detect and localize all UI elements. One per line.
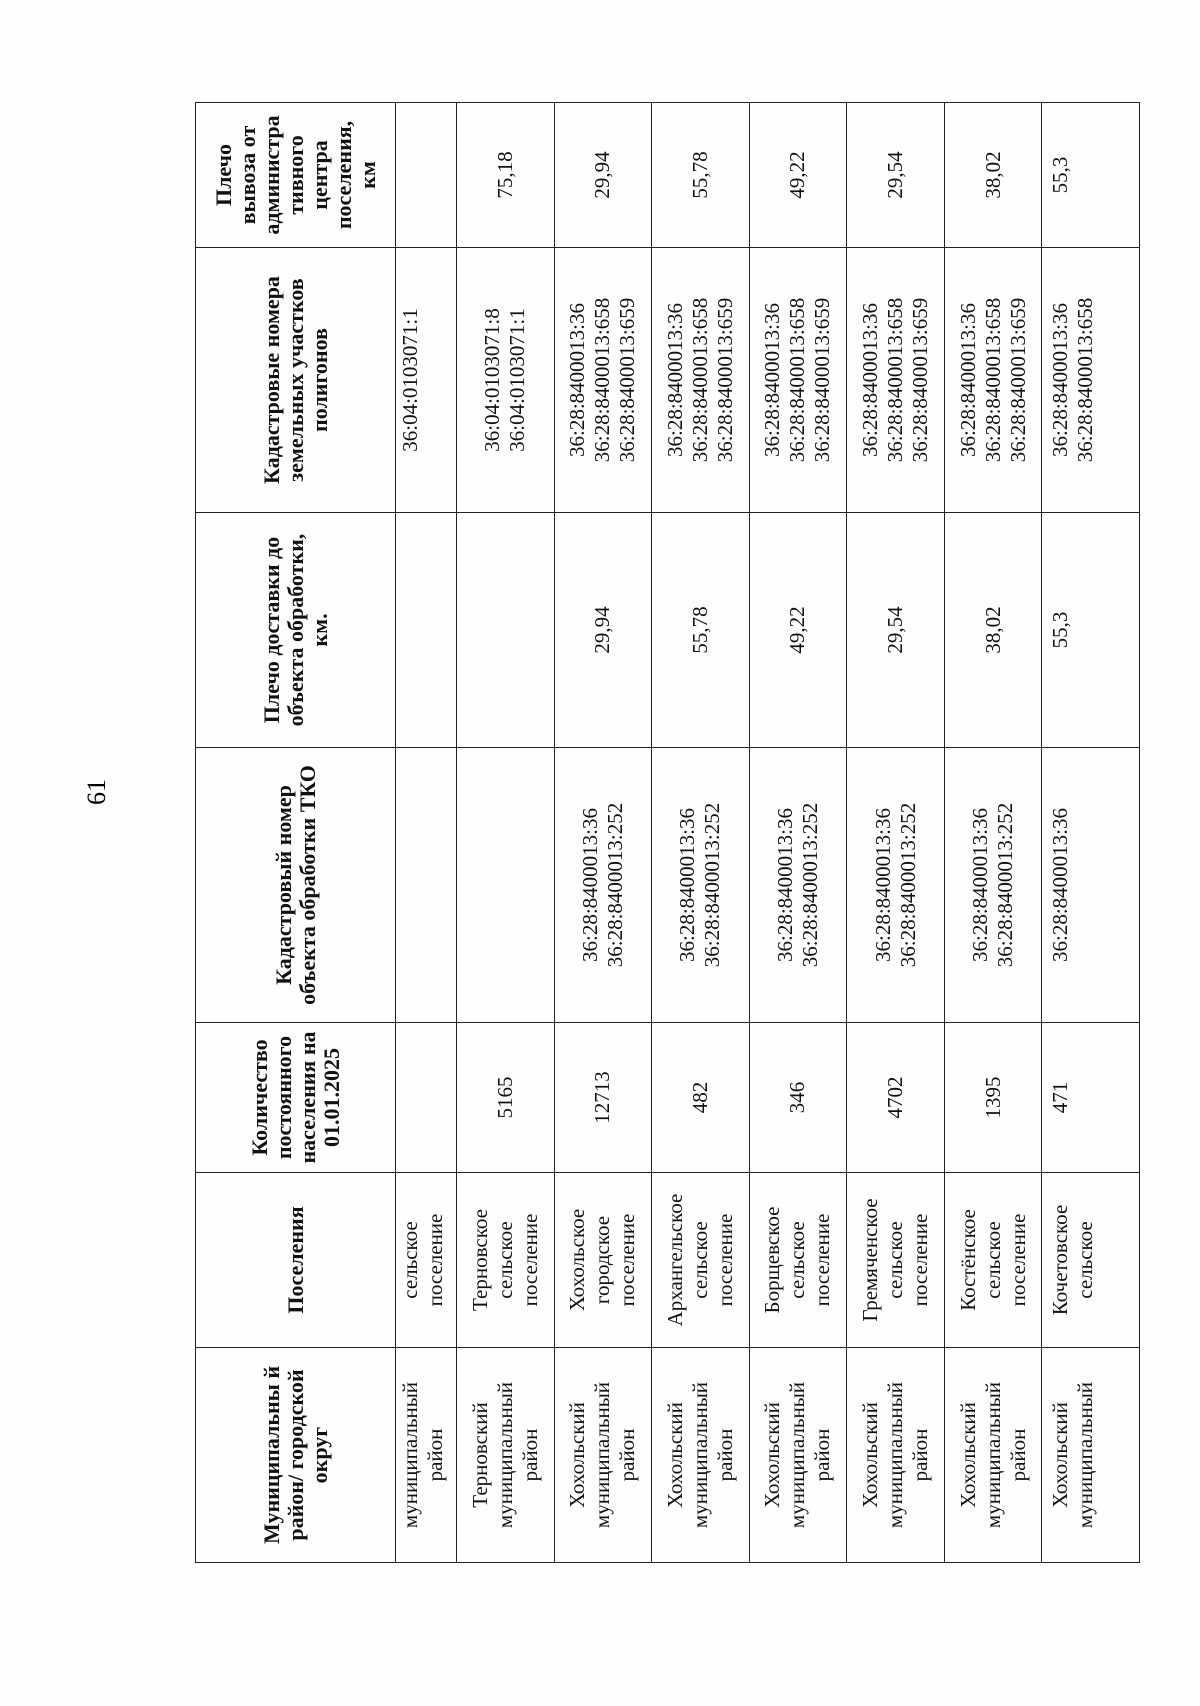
cell-population: 482 xyxy=(652,1023,750,1173)
cell-processing-cadastral xyxy=(1042,748,1140,1023)
cell-district-line: муниципальный xyxy=(590,1381,615,1529)
cell-landfill-cadastral xyxy=(652,248,750,513)
cell-district-line: Хохольский xyxy=(1048,1402,1073,1508)
header-processing-cadastral: Кадастровый номер объекта обработки ТКО xyxy=(196,748,396,1023)
cell-settlement xyxy=(456,1173,554,1348)
cell-processing-cadastral-line: 36:28:8400013:36 xyxy=(772,808,797,963)
cell-processing-cadastral-line: 36:28:8400013:252 xyxy=(602,802,627,968)
cell-landfill-cadastral-line: 36:28:8400013:659 xyxy=(712,297,737,463)
cell-processing-cadastral xyxy=(847,748,945,1023)
cell-district-line: район xyxy=(810,1428,835,1482)
table-row xyxy=(749,103,847,1563)
table-header-row xyxy=(196,103,396,1563)
cell-settlement xyxy=(847,1173,945,1348)
cell-processing-cadastral xyxy=(652,748,750,1023)
cell-processing-cadastral xyxy=(396,748,457,1023)
cell-landfill-cadastral xyxy=(396,248,457,513)
header-district: Муниципальны й район/ городской округ xyxy=(196,1348,396,1563)
cell-settlement xyxy=(554,1173,652,1348)
cell-processing-cadastral-line: 36:28:8400013:36 xyxy=(1048,808,1073,963)
cell-district-line: муниципальный xyxy=(883,1381,907,1529)
header-delivery-km: Плечо доставки до объекта обработки, км. xyxy=(196,513,396,748)
cell-population: 346 xyxy=(749,1023,847,1173)
table-row xyxy=(1042,103,1140,1563)
cell-processing-cadastral-line: 36:28:8400013:252 xyxy=(700,802,725,968)
cell-settlement-line: сельское xyxy=(687,1221,712,1299)
cell-district-line: район xyxy=(712,1428,737,1482)
cell-landfill-cadastral-line: 36:28:8400013:36 xyxy=(565,303,590,458)
cell-settlement-line: Гремяченское xyxy=(858,1198,882,1322)
cell-population: 5165 xyxy=(456,1023,554,1173)
cell-processing-cadastral xyxy=(554,748,652,1023)
cell-district-line: Хохольский xyxy=(565,1402,590,1508)
cell-district xyxy=(396,1348,457,1563)
cell-processing-cadastral-line: 36:28:8400013:252 xyxy=(993,802,1018,968)
cell-settlement-line: Костёнское xyxy=(955,1209,980,1311)
cell-landfill-cadastral xyxy=(1042,248,1140,513)
cell-landfill-cadastral-line: 36:28:8400013:658 xyxy=(980,297,1005,463)
table-row xyxy=(554,103,652,1563)
cell-delivery-km: 29,94 xyxy=(554,513,652,748)
cell-processing-cadastral xyxy=(944,748,1042,1023)
cell-removal-km: 75,18 xyxy=(456,103,554,248)
cell-landfill-cadastral-line: 36:28:8400013:36 xyxy=(858,303,882,458)
cell-removal-km: 55,78 xyxy=(652,103,750,248)
cell-district-line: район xyxy=(423,1428,447,1482)
cell-population: 4702 xyxy=(847,1023,945,1173)
cell-removal-km: 55,3 xyxy=(1042,103,1140,248)
cell-landfill-cadastral xyxy=(847,248,945,513)
cell-landfill-cadastral-line: 36:28:8400013:658 xyxy=(883,297,907,463)
table-row xyxy=(652,103,750,1563)
cell-district-line: муниципальный xyxy=(1073,1381,1098,1529)
cell-settlement xyxy=(1042,1173,1140,1348)
cell-landfill-cadastral-line: 36:28:8400013:659 xyxy=(908,297,932,463)
cell-settlement-line: сельское xyxy=(1073,1221,1098,1299)
waste-logistics-table xyxy=(195,102,1140,1563)
rotated-table-frame xyxy=(195,103,1140,1563)
cell-settlement-line: Терновское xyxy=(467,1209,492,1311)
cell-district-line: район xyxy=(517,1428,542,1482)
cell-district xyxy=(944,1348,1042,1563)
cell-landfill-cadastral-line: 36:28:8400013:658 xyxy=(590,297,615,463)
cell-removal-km: 29,94 xyxy=(554,103,652,248)
cell-settlement-line: поселение xyxy=(712,1213,737,1307)
cell-landfill-cadastral-line: 36:28:8400013:659 xyxy=(810,297,835,463)
cell-settlement-line: сельское xyxy=(883,1221,907,1299)
cell-processing-cadastral-line: 36:28:8400013:252 xyxy=(895,802,920,968)
cell-settlement-line: Хохольское xyxy=(565,1208,590,1312)
cell-settlement-line: поселение xyxy=(517,1213,542,1307)
cell-district-line: Хохольский xyxy=(662,1402,687,1508)
cell-district xyxy=(847,1348,945,1563)
cell-settlement-line: Борщевское xyxy=(760,1206,785,1314)
rotated-table-inner xyxy=(195,103,1140,1563)
cell-settlement xyxy=(944,1173,1042,1348)
cell-removal-km: 38,02 xyxy=(944,103,1042,248)
cell-removal-km: 49,22 xyxy=(749,103,847,248)
cell-processing-cadastral-line: 36:28:8400013:36 xyxy=(675,808,700,963)
cell-landfill-cadastral xyxy=(456,248,554,513)
cell-settlement-line: поселение xyxy=(908,1213,932,1307)
cell-district-line: Хохольский xyxy=(955,1402,980,1508)
table-row xyxy=(456,103,554,1563)
cell-delivery-km: 49,22 xyxy=(749,513,847,748)
header-landfill-cadastral: Кадастровые номера земельных участков полигонов xyxy=(196,248,396,513)
cell-delivery-km: 29,54 xyxy=(847,513,945,748)
cell-district xyxy=(456,1348,554,1563)
cell-landfill-cadastral-line: 36:28:8400013:658 xyxy=(687,297,712,463)
cell-settlement-line: поселение xyxy=(1005,1213,1030,1307)
cell-processing-cadastral-line: 36:28:8400013:36 xyxy=(968,808,993,963)
cell-delivery-km: 55,78 xyxy=(652,513,750,748)
cell-landfill-cadastral-line: 36:28:8400013:36 xyxy=(955,303,980,458)
cell-settlement xyxy=(396,1173,457,1348)
cell-settlement-line: поселение xyxy=(810,1213,835,1307)
cell-landfill-cadastral xyxy=(554,248,652,513)
cell-processing-cadastral xyxy=(749,748,847,1023)
cell-removal-km xyxy=(396,103,457,248)
header-settlement: Поселения xyxy=(196,1173,396,1348)
cell-district xyxy=(652,1348,750,1563)
cell-settlement-line: поселение xyxy=(423,1213,447,1307)
cell-district-line: муниципальный xyxy=(398,1381,422,1529)
cell-landfill-cadastral xyxy=(749,248,847,513)
cell-landfill-cadastral xyxy=(944,248,1042,513)
cell-settlement-line: Кочетовское xyxy=(1048,1204,1073,1316)
cell-settlement-line: Архангельское xyxy=(662,1193,687,1327)
header-removal-km: Плечо вывоза от администра тивного центра поселения, км xyxy=(196,103,396,248)
table-row xyxy=(944,103,1042,1563)
cell-district-line: муниципальный xyxy=(492,1381,517,1529)
cell-district xyxy=(554,1348,652,1563)
cell-district-line: район xyxy=(1005,1428,1030,1482)
cell-district-line: район xyxy=(615,1428,640,1482)
cell-district-line: муниципальный xyxy=(687,1381,712,1529)
cell-settlement-line: сельское xyxy=(980,1221,1005,1299)
cell-landfill-cadastral-line: 36:04:0103071:1 xyxy=(398,308,422,452)
cell-settlement xyxy=(652,1173,750,1348)
cell-landfill-cadastral-line: 36:04:0103071:8 xyxy=(480,308,505,452)
cell-district-line: муниципальный xyxy=(980,1381,1005,1529)
cell-processing-cadastral-line: 36:28:8400013:252 xyxy=(797,802,822,968)
cell-landfill-cadastral-line: 36:28:8400013:36 xyxy=(760,303,785,458)
table-row xyxy=(847,103,945,1563)
cell-settlement-line: сельское xyxy=(492,1221,517,1299)
cell-settlement-line: городское xyxy=(590,1215,615,1305)
cell-processing-cadastral-line: 36:28:8400013:36 xyxy=(870,808,895,963)
page-number: 61 xyxy=(82,779,111,805)
cell-district xyxy=(1042,1348,1140,1563)
cell-district xyxy=(749,1348,847,1563)
cell-landfill-cadastral-line: 36:28:8400013:659 xyxy=(615,297,640,463)
cell-delivery-km: 55,3 xyxy=(1042,513,1140,748)
cell-processing-cadastral xyxy=(456,748,554,1023)
cell-delivery-km: 38,02 xyxy=(944,513,1042,748)
cell-processing-cadastral-line: 36:28:8400013:36 xyxy=(577,808,602,963)
cell-population: 471 xyxy=(1042,1023,1140,1173)
cell-landfill-cadastral-line: 36:04:0103071:1 xyxy=(505,308,530,452)
cell-district-line: Хохольский xyxy=(760,1402,785,1508)
cell-settlement xyxy=(749,1173,847,1348)
cell-district-line: район xyxy=(908,1428,932,1482)
cell-settlement-line: поселение xyxy=(615,1213,640,1307)
cell-landfill-cadastral-line: 36:28:8400013:658 xyxy=(785,297,810,463)
header-population: Количество постоянного населения на 01.01.2025 xyxy=(196,1023,396,1173)
cell-population: 1395 xyxy=(944,1023,1042,1173)
cell-delivery-km xyxy=(456,513,554,748)
cell-district-line: Терновский xyxy=(467,1402,492,1508)
cell-landfill-cadastral-line: 36:28:8400013:658 xyxy=(1073,297,1098,463)
cell-landfill-cadastral-line: 36:28:8400013:36 xyxy=(662,303,687,458)
cell-district-line: Хохольский xyxy=(858,1402,882,1508)
cell-settlement-line: сельское xyxy=(398,1221,422,1299)
cell-landfill-cadastral-line: 36:28:8400013:659 xyxy=(1005,297,1030,463)
cell-removal-km: 29,54 xyxy=(847,103,945,248)
cell-delivery-km xyxy=(396,513,457,748)
table-row xyxy=(396,103,457,1563)
cell-population: 12713 xyxy=(554,1023,652,1173)
cell-population xyxy=(396,1023,457,1173)
cell-landfill-cadastral-line: 36:28:8400013:36 xyxy=(1048,303,1073,458)
cell-settlement-line: сельское xyxy=(785,1221,810,1299)
cell-district-line: муниципальный xyxy=(785,1381,810,1529)
